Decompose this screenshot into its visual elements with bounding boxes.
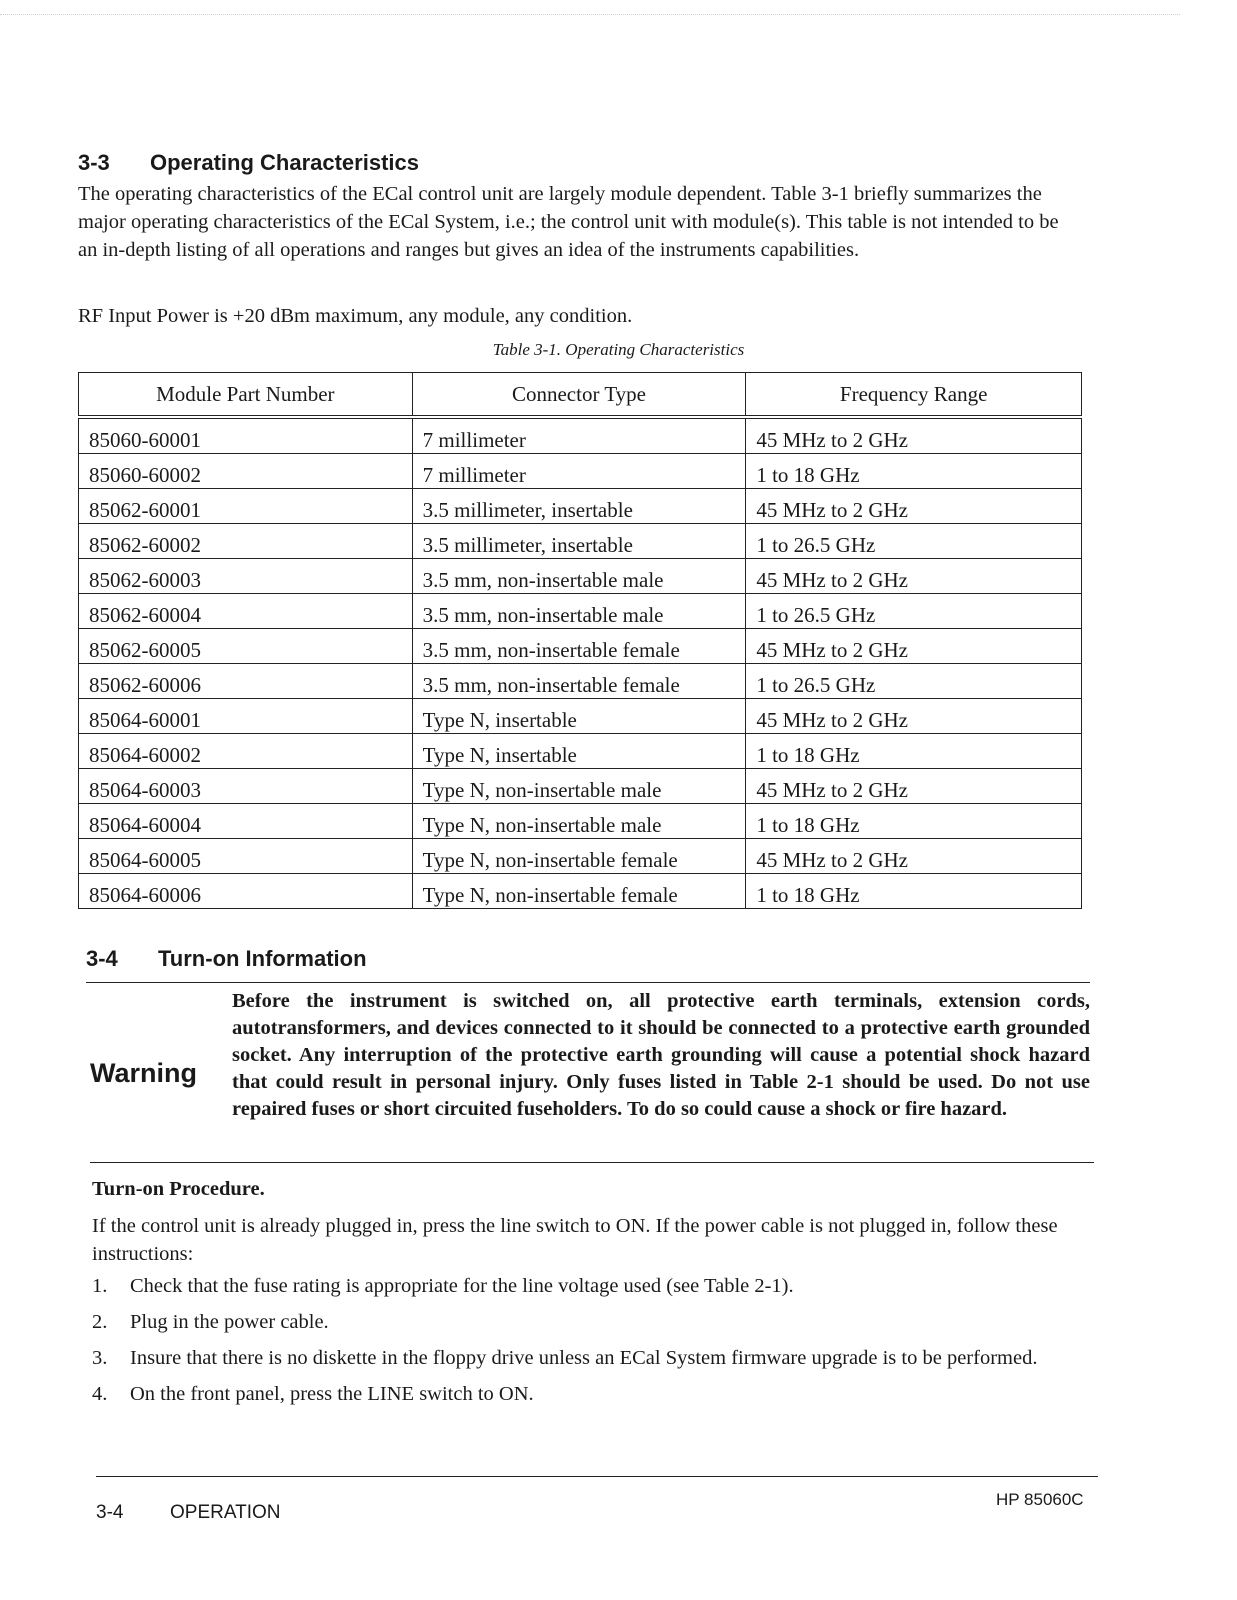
cell-module-part-number: 85064-60006	[79, 874, 413, 909]
rf-power-note: RF Input Power is +20 dBm maximum, any module, any condition.	[78, 305, 633, 327]
procedure-step	[92, 1308, 1097, 1336]
cell-frequency-range: 1 to 18 GHz	[746, 874, 1082, 909]
cell-connector-type: Type N, insertable	[412, 734, 746, 769]
procedure-intro: If the control unit is already plugged in, press the line switch to ON. If the power cable is not plugged in, follow these instructions:	[92, 1215, 1058, 1265]
footer-model: HP 85060C	[996, 1490, 1084, 1509]
cell-connector-type: 3.5 millimeter, insertable	[412, 524, 746, 559]
section-title: Operating Characteristics	[150, 150, 419, 175]
cell-module-part-number: 85064-60005	[79, 839, 413, 874]
cell-module-part-number: 85064-60002	[79, 734, 413, 769]
table-row	[79, 489, 1082, 524]
cell-module-part-number: 85064-60003	[79, 769, 413, 804]
warning-label: Warning	[90, 1058, 197, 1088]
cell-module-part-number: 85064-60001	[79, 699, 413, 734]
cell-module-part-number: 85062-60006	[79, 664, 413, 699]
table-row	[79, 804, 1082, 839]
footer-left	[96, 1502, 281, 1524]
cell-connector-type: 3.5 millimeter, insertable	[412, 489, 746, 524]
cell-module-part-number: 85060-60002	[79, 454, 413, 489]
table-row	[79, 454, 1082, 489]
cell-connector-type: Type N, non-insertable male	[412, 804, 746, 839]
cell-frequency-range: 45 MHz to 2 GHz	[746, 839, 1082, 874]
intro-paragraph: The operating characteristics of the ECal control unit are largely module dependent. Table 3-1 briefly summarizes the major operating characteristics of the ECal System, i.e.; the control unit with module(s). This table is not intended to be an in-depth listing of all operations and ranges but gives an idea of the instruments capabilities.	[78, 183, 1059, 261]
section-number: 3-4	[86, 946, 118, 971]
cell-connector-type: 3.5 mm, non-insertable female	[412, 629, 746, 664]
warning-top-rule	[86, 982, 1090, 983]
cell-module-part-number: 85062-60005	[79, 629, 413, 664]
table-row	[79, 664, 1082, 699]
procedure-title: Turn-on Procedure.	[92, 1178, 265, 1200]
cell-connector-type: Type N, non-insertable female	[412, 874, 746, 909]
cell-module-part-number: 85062-60003	[79, 559, 413, 594]
warning-text: Before the instrument is switched on, all protective earth terminals, extension cords, autotransformers, and devices connected to it should be connected to a protective earth grounded socket. Any interruption of the protective earth grounding will cause a potential shock hazard that could result in personal injury. Only fuses listed in Table 2-1 should be used. Do not use repaired fuses or short circuited fuseholders. To do so could cause a shock or fire hazard.	[232, 990, 1090, 1120]
cell-module-part-number: 85064-60004	[79, 804, 413, 839]
procedure-step	[92, 1344, 1097, 1372]
cell-connector-type: Type N, insertable	[412, 699, 746, 734]
table-caption: Table 3-1. Operating Characteristics	[492, 340, 745, 359]
table-row	[79, 524, 1082, 559]
step-number: 4.	[92, 1383, 108, 1405]
procedure-steps	[92, 1272, 1097, 1416]
cell-frequency-range: 1 to 18 GHz	[746, 804, 1082, 839]
header-module-part-number: Module Part Number	[79, 373, 413, 418]
table-row	[79, 874, 1082, 909]
cell-frequency-range: 1 to 26.5 GHz	[746, 594, 1082, 629]
scan-artifact-line	[0, 14, 1180, 15]
footer-page-number: 3-4	[96, 1502, 124, 1523]
footer-rule	[96, 1476, 1098, 1477]
table-row	[79, 699, 1082, 734]
table-body	[79, 417, 1082, 909]
section-heading-3-4	[86, 946, 367, 972]
cell-connector-type: Type N, non-insertable female	[412, 839, 746, 874]
cell-frequency-range: 45 MHz to 2 GHz	[746, 489, 1082, 524]
cell-frequency-range: 1 to 18 GHz	[746, 454, 1082, 489]
cell-connector-type: 7 millimeter	[412, 454, 746, 489]
cell-frequency-range: 45 MHz to 2 GHz	[746, 699, 1082, 734]
operating-characteristics-table	[78, 372, 1082, 909]
cell-frequency-range: 45 MHz to 2 GHz	[746, 559, 1082, 594]
cell-frequency-range: 45 MHz to 2 GHz	[746, 417, 1082, 454]
cell-connector-type: 3.5 mm, non-insertable female	[412, 664, 746, 699]
cell-connector-type: 3.5 mm, non-insertable male	[412, 594, 746, 629]
table-row	[79, 769, 1082, 804]
step-number: 1.	[92, 1275, 108, 1297]
cell-connector-type: 3.5 mm, non-insertable male	[412, 559, 746, 594]
cell-module-part-number: 85062-60001	[79, 489, 413, 524]
table-row	[79, 559, 1082, 594]
cell-frequency-range: 45 MHz to 2 GHz	[746, 629, 1082, 664]
table-row	[79, 839, 1082, 874]
step-text: Plug in the power cable.	[130, 1311, 329, 1333]
cell-module-part-number: 85060-60001	[79, 417, 413, 454]
cell-frequency-range: 45 MHz to 2 GHz	[746, 769, 1082, 804]
table-row	[79, 594, 1082, 629]
procedure-step	[92, 1380, 1097, 1408]
cell-frequency-range: 1 to 26.5 GHz	[746, 524, 1082, 559]
table-row	[79, 629, 1082, 664]
table-header-row	[79, 373, 1082, 418]
table-row	[79, 734, 1082, 769]
step-number: 2.	[92, 1311, 108, 1333]
cell-connector-type: 7 millimeter	[412, 417, 746, 454]
step-number: 3.	[92, 1347, 108, 1369]
step-text: Check that the fuse rating is appropriate for the line voltage used (see Table 2-1).	[130, 1275, 794, 1297]
warning-bottom-rule	[90, 1162, 1094, 1163]
header-frequency-range: Frequency Range	[746, 373, 1082, 418]
cell-module-part-number: 85062-60004	[79, 594, 413, 629]
step-text: On the front panel, press the LINE switch to ON.	[130, 1383, 534, 1405]
cell-frequency-range: 1 to 18 GHz	[746, 734, 1082, 769]
header-connector-type: Connector Type	[412, 373, 746, 418]
table-row	[79, 417, 1082, 454]
cell-connector-type: Type N, non-insertable male	[412, 769, 746, 804]
footer-chapter: OPERATION	[170, 1502, 281, 1523]
step-text: Insure that there is no diskette in the floppy drive unless an ECal System firmware upgrade is to be performed.	[130, 1347, 1038, 1369]
procedure-step	[92, 1272, 1097, 1300]
cell-frequency-range: 1 to 26.5 GHz	[746, 664, 1082, 699]
cell-module-part-number: 85062-60002	[79, 524, 413, 559]
section-heading-3-3	[78, 150, 419, 176]
section-title: Turn-on Information	[158, 946, 367, 971]
section-number: 3-3	[78, 150, 110, 175]
